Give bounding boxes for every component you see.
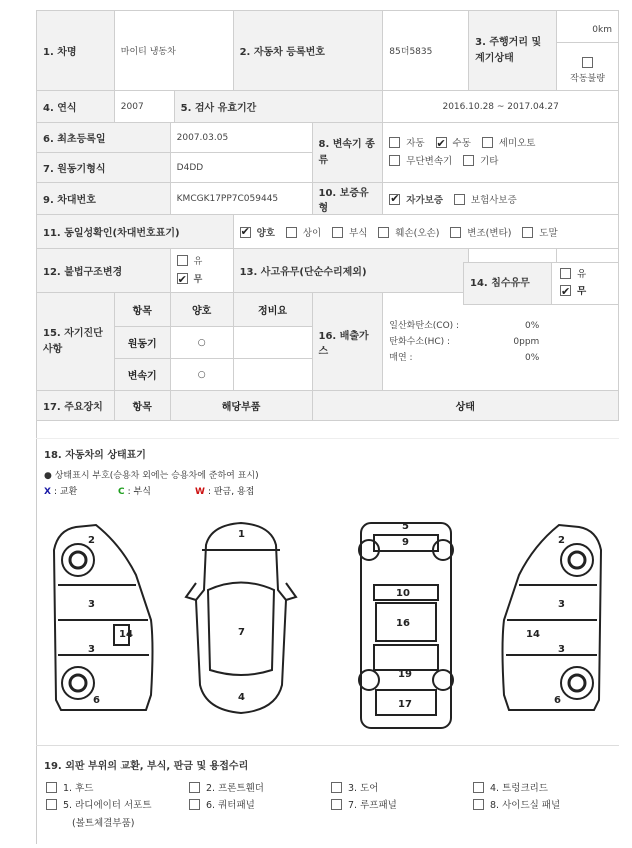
- valid-period-label: 5. 검사 유효기간: [174, 91, 383, 123]
- part-hood[interactable]: [46, 780, 93, 794]
- num-19: 19: [398, 669, 412, 680]
- legend-text: 상태표시 부호(승용차 외에는 승용차에 준하여 표시): [54, 471, 259, 481]
- trans-opt-label: 무단변속기: [406, 155, 453, 167]
- flood-opt-yes[interactable]: [560, 266, 586, 283]
- wheel-rear: [561, 667, 593, 699]
- trans-repair-cell: [233, 359, 312, 391]
- identity-opt-label: 도말: [539, 227, 558, 239]
- identity-opt-label: 부식: [349, 227, 368, 239]
- bullet-icon: ●: [44, 471, 52, 481]
- year-label: 4. 연식: [37, 91, 115, 123]
- code-x-text: : 교환: [53, 487, 78, 497]
- part-label: 6. 쿼터패널: [206, 800, 255, 811]
- checkbox-icon: [473, 799, 484, 810]
- checkbox-icon: [450, 227, 461, 238]
- trans-good-mark: ○: [170, 359, 233, 391]
- mirror-right: [286, 583, 296, 600]
- part-label: 2. 프론트휀더: [206, 783, 264, 794]
- num-14: 14: [119, 629, 133, 640]
- hc-value: 0ppm: [513, 336, 540, 347]
- illegal-opt-label: 유: [193, 256, 203, 267]
- co-value: 0%: [525, 320, 540, 331]
- checkbox-icon: [286, 227, 297, 238]
- checkbox-icon: [378, 227, 389, 238]
- num-3: 3: [558, 599, 565, 610]
- trans-opt-etc[interactable]: [463, 156, 498, 167]
- motor-good-mark: ○: [170, 327, 233, 359]
- code-x: X: [44, 487, 51, 497]
- part-18: [374, 645, 438, 670]
- num-3: 3: [88, 644, 95, 655]
- num-4: 4: [238, 692, 245, 703]
- code-w-text: : 판금, 용접: [207, 487, 255, 497]
- motor-type-value: D4DD: [170, 153, 312, 183]
- wheel-front: [62, 544, 94, 576]
- identity-opt-damage[interactable]: [378, 228, 439, 239]
- flood-label: 14. 침수유무: [464, 263, 552, 304]
- identity-opt-diff[interactable]: [286, 228, 321, 239]
- wheel-front: [561, 544, 593, 576]
- illegal-opt-no[interactable]: [177, 271, 227, 289]
- mileage-label: 3. 주행거리 및 계기상태: [469, 11, 557, 91]
- checkbox-checked-icon: [560, 285, 571, 296]
- num-3: 3: [558, 644, 565, 655]
- trans-opt-label: 기타: [480, 155, 499, 167]
- part-label: 8. 사이드실 패널: [490, 800, 561, 811]
- part-label: 1. 후드: [63, 783, 94, 794]
- vehicle-name-label: 1. 차명: [37, 11, 115, 91]
- hub: [70, 552, 86, 568]
- num-3: 3: [88, 599, 95, 610]
- num-14: 14: [526, 629, 540, 640]
- smoke-row: [389, 350, 539, 366]
- warranty-opt-self[interactable]: [389, 195, 443, 206]
- checkbox-icon: [454, 194, 465, 205]
- main-device-label: 17. 주요장치: [37, 391, 115, 421]
- col-good-header: 양호: [170, 293, 233, 327]
- bolt-parts-note: (볼트체결부품): [72, 818, 135, 829]
- gauge-fault-box: [557, 43, 618, 84]
- flood-cell: [463, 262, 619, 305]
- hc-row: [389, 334, 539, 350]
- num-5: 5: [402, 521, 409, 532]
- identity-opt-painted[interactable]: [522, 228, 557, 239]
- emission-label: 16. 배출가스: [312, 293, 383, 391]
- checkbox-icon: [473, 782, 484, 793]
- checkbox-checked-icon: [240, 227, 251, 238]
- illegal-opt-label: 무: [193, 274, 203, 285]
- part-radiator-support[interactable]: [46, 797, 152, 811]
- warranty-opt-label: 자가보증: [406, 194, 444, 206]
- checkbox-icon: [463, 155, 474, 166]
- code-c: C: [118, 487, 125, 497]
- legend-line: [44, 468, 259, 481]
- vehicle-name-value: 마이티 냉동차: [114, 11, 233, 91]
- trans-opt-label: 자동: [406, 137, 425, 149]
- identity-opt-good[interactable]: [240, 228, 275, 239]
- checkbox-icon: [46, 782, 57, 793]
- checkbox-icon: [189, 782, 200, 793]
- checkbox-icon: [332, 227, 343, 238]
- num-6: 6: [93, 695, 100, 706]
- identity-opt-corrosion[interactable]: [332, 228, 367, 239]
- checkbox-icon: [46, 799, 57, 810]
- part-door[interactable]: [331, 780, 378, 794]
- year-value: 2007: [114, 91, 174, 123]
- trans-opt-manual[interactable]: [436, 138, 471, 149]
- divider: [36, 745, 619, 746]
- legend-x: [44, 484, 77, 497]
- transmission-label: 8. 변속기 종류: [312, 123, 383, 183]
- part-label: 7. 루프패널: [348, 800, 397, 811]
- hub: [70, 675, 86, 691]
- trans-opt-cvt[interactable]: [389, 156, 452, 167]
- num-16: 16: [396, 618, 410, 629]
- checkbox-icon: [522, 227, 533, 238]
- num-1: 1: [238, 529, 245, 540]
- checkbox-icon: [482, 137, 493, 148]
- num-9: 9: [402, 537, 409, 548]
- divider: [36, 438, 619, 439]
- illegal-opt-yes[interactable]: [177, 253, 227, 271]
- illegal-mod-label: 12. 불법구조변경: [37, 249, 171, 293]
- vehicle-diagram: [36, 505, 619, 740]
- main-col-part: 해당부품: [170, 391, 312, 421]
- warranty-label: 10. 보증유형: [312, 183, 383, 215]
- checkbox-icon: [560, 268, 571, 279]
- part-quarter-panel[interactable]: [189, 797, 255, 811]
- identity-opt-label: 변조(변타): [467, 227, 512, 239]
- gauge-fault-checkbox[interactable]: [582, 57, 593, 68]
- code-c-text: : 부식: [127, 487, 151, 497]
- num-2: 2: [558, 535, 565, 546]
- legend-w: [195, 484, 254, 497]
- row-trans-label: 변속기: [114, 359, 170, 391]
- num-10: 10: [396, 588, 410, 599]
- vin-value: KMCGK17PP7C059445: [170, 183, 312, 215]
- part-label: 4. 트렁크리드: [490, 783, 548, 794]
- num-7: 7: [238, 627, 245, 638]
- flood-opt-label: 유: [577, 269, 587, 280]
- warranty-opt-label: 보험사보증: [470, 194, 517, 206]
- code-w: W: [195, 487, 205, 497]
- part-trunk-lid[interactable]: [473, 780, 548, 794]
- motor-repair-cell: [233, 327, 312, 359]
- hc-label: 탄화수소(HC) :: [389, 336, 451, 347]
- warranty-opt-insurer[interactable]: [454, 195, 517, 206]
- first-registration-label: 6. 최초등록일: [37, 123, 171, 153]
- num-2: 2: [88, 535, 95, 546]
- checkbox-checked-icon: [436, 137, 447, 148]
- main-col-state: 상태: [312, 391, 619, 421]
- checkbox-icon: [331, 799, 342, 810]
- flood-opt-no[interactable]: [560, 283, 586, 300]
- checkbox-icon: [389, 137, 400, 148]
- checkbox-icon: [389, 155, 400, 166]
- first-registration-value: 2007.03.05: [170, 123, 312, 153]
- identity-opt-label: 양호: [256, 227, 275, 239]
- identity-opt-altered[interactable]: [450, 228, 511, 239]
- num-6: 6: [554, 695, 561, 706]
- part-label: 5. 라디에이터 서포트: [63, 800, 152, 811]
- part-roof-panel[interactable]: [331, 797, 397, 811]
- identity-label: 11. 동일성확인(차대번호표기): [37, 215, 234, 249]
- col-item-header: 항목: [114, 293, 170, 327]
- checkbox-icon: [189, 799, 200, 810]
- checkbox-checked-icon: [389, 194, 400, 205]
- accident-label: 13. 사고유무(단순수리제외): [233, 249, 469, 293]
- num-17: 17: [398, 699, 412, 710]
- registration-label: 2. 자동차 등록번호: [233, 11, 383, 91]
- mileage-value: 0km: [557, 17, 618, 43]
- self-diagnosis-label: 15. 자기진단 사항: [37, 293, 115, 391]
- inspection-form-table: [36, 10, 619, 421]
- checkbox-icon: [177, 255, 188, 266]
- identity-opt-label: 훼손(오손): [395, 227, 440, 239]
- smoke-value: 0%: [525, 352, 540, 363]
- checkbox-icon: [331, 782, 342, 793]
- hub: [569, 675, 585, 691]
- trans-opt-auto[interactable]: [389, 138, 424, 149]
- part-label: 3. 도어: [348, 783, 379, 794]
- main-col-item: 항목: [114, 391, 170, 421]
- trans-opt-label: 수동: [452, 137, 471, 149]
- row-motor-label: 원동기: [114, 327, 170, 359]
- mirror-left: [186, 583, 196, 600]
- trans-opt-semi[interactable]: [482, 138, 536, 149]
- col-repair-header: 정비요: [233, 293, 312, 327]
- hub: [569, 552, 585, 568]
- smoke-label: 매연 :: [389, 352, 413, 363]
- part-side-sill[interactable]: [473, 797, 560, 811]
- checkbox-checked-icon: [177, 273, 188, 284]
- trans-opt-label: 세미오토: [498, 137, 536, 149]
- motor-type-label: 7. 원동기형식: [37, 153, 171, 183]
- co-row: [389, 318, 539, 334]
- vin-label: 9. 차대번호: [37, 183, 171, 215]
- section-19-title: 19. 외판 부위의 교환, 부식, 판금 및 용접수리: [44, 761, 249, 772]
- part-front-fender[interactable]: [189, 780, 264, 794]
- legend-c: [118, 484, 151, 497]
- gauge-fault-label: 작동불량: [570, 74, 605, 84]
- wheel-rear: [62, 667, 94, 699]
- section-18-title: 18. 자동차의 상태표기: [44, 450, 146, 461]
- co-label: 일산화탄소(CO) :: [389, 320, 460, 331]
- registration-value: 85더5835: [383, 11, 469, 91]
- valid-period-value: 2016.10.28 ~ 2017.04.27: [383, 91, 619, 123]
- identity-opt-label: 상이: [302, 227, 322, 239]
- flood-opt-label: 무: [577, 286, 587, 297]
